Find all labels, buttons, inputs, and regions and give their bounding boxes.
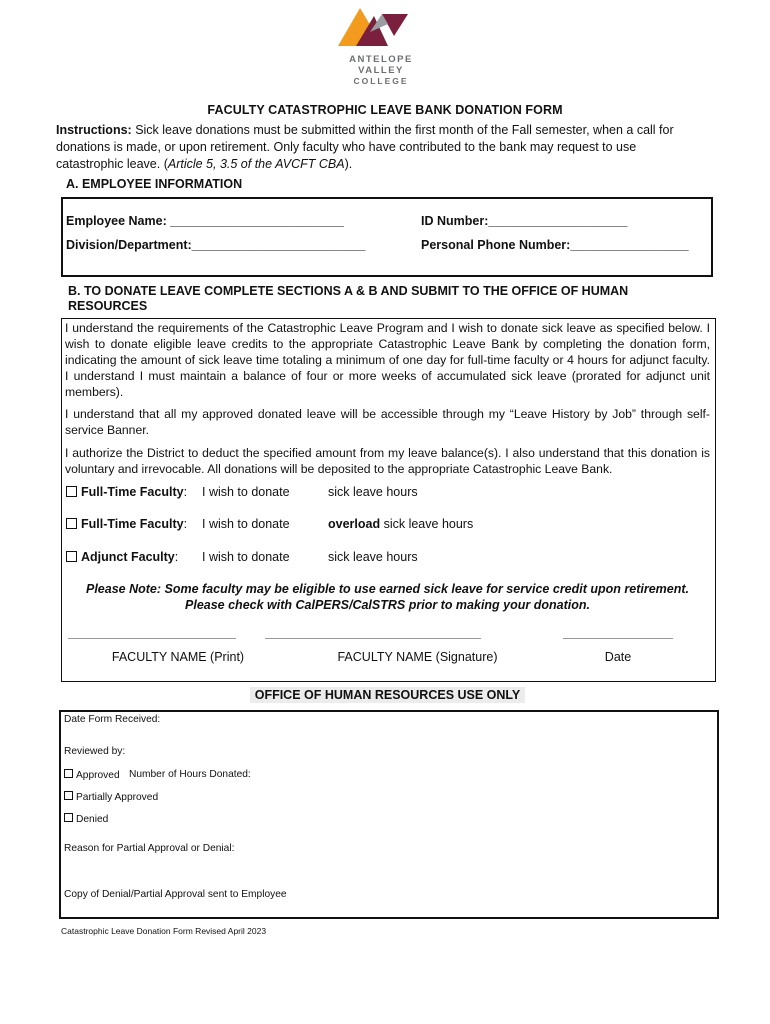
note-line-1: Please Note: Some faculty may be eligible to use earned sick leave for service credit upon retirement. <box>85 582 689 596</box>
option-hours-text: sick leave hours <box>380 517 474 531</box>
approved-option[interactable] <box>64 769 120 781</box>
employee-name-field[interactable]: Employee Name: _________________________ <box>66 214 345 228</box>
reviewed-by-field[interactable]: Reviewed by: <box>64 746 126 757</box>
option-wish: I wish to donate <box>202 550 290 564</box>
option-hours: sick leave hours <box>328 550 418 564</box>
option-label: Adjunct Faculty <box>81 550 175 564</box>
date-received-field[interactable]: Date Form Received: <box>64 714 161 725</box>
checkbox-icon[interactable] <box>66 486 77 497</box>
faculty-signature-label: FACULTY NAME (Signature) <box>337 650 498 664</box>
date-label: Date <box>604 650 632 664</box>
partially-label: Partially Approved <box>76 792 159 803</box>
option-wish: I wish to donate <box>202 485 290 499</box>
paragraph-authorization: I authorize the District to deduct the specified amount from my leave balance(s). I also understand that this donation is voluntary and irrevocable. All donations will be deposited to the appropriate Catastrophic Leave Bank. <box>65 446 710 476</box>
instructions <box>56 122 706 173</box>
instructions-label: Instructions: <box>56 123 132 137</box>
signature-line-print[interactable] <box>68 638 236 639</box>
copy-sent-field[interactable]: Copy of Denial/Partial Approval sent to Employee <box>64 889 287 900</box>
checkbox-icon[interactable] <box>66 551 77 562</box>
logo-wordmark: ANTELOPE VALLEY COLLEGE <box>349 54 413 86</box>
denied-option[interactable] <box>64 813 108 825</box>
option-colon: : <box>174 550 179 564</box>
option-hours: sick leave hours <box>328 485 418 499</box>
instructions-citation: Article 5, 3.5 of the AVCFT CBA <box>167 157 345 171</box>
faculty-name-print-label: FACULTY NAME (Print) <box>111 650 245 664</box>
logo-gray-shape <box>382 14 408 36</box>
reason-field[interactable]: Reason for Partial Approval or Denial: <box>64 843 235 854</box>
instructions-end: ). <box>344 157 353 171</box>
id-number-field[interactable]: ID Number:____________________ <box>421 214 628 228</box>
section-b-title: B. TO DONATE LEAVE COMPLETE SECTIONS A & B AND SUBMIT TO THE OFFICE OF HUMAN RESOURCES <box>68 284 629 313</box>
option-adjunct[interactable] <box>66 550 178 564</box>
paragraph-leave-history: I understand that all my approved donated leave will be accessible through my “Leave History by Job” through self-service Banner. <box>65 407 710 437</box>
form-title: FACULTY CATASTROPHIC LEAVE BANK DONATION FORM <box>207 103 563 117</box>
option-label: Full-Time Faculty <box>81 485 184 499</box>
option-hours <box>328 517 473 531</box>
option-fulltime-overload[interactable] <box>66 517 187 531</box>
instructions-text: Sick leave donations must be submitted within the first month of the Fall semester, when a call for donations is made, or upon retirement. Only faculty who have contributed to the bank may request to use catastrophic leave. ( <box>56 123 674 171</box>
hours-donated-field[interactable]: Number of Hours Donated: <box>129 769 251 780</box>
approved-label: Approved <box>76 770 120 781</box>
footer-revision: Catastrophic Leave Donation Form Revised April 2023 <box>61 926 267 936</box>
checkbox-icon[interactable] <box>64 791 73 800</box>
section-a-title: A. EMPLOYEE INFORMATION <box>66 177 243 191</box>
hr-section-title: OFFICE OF HUMAN RESOURCES USE ONLY <box>250 687 525 703</box>
checkbox-icon[interactable] <box>66 518 77 529</box>
signature-line-date[interactable] <box>563 638 673 639</box>
option-colon: : <box>183 485 188 499</box>
option-fulltime[interactable] <box>66 485 187 499</box>
paragraph-requirements: I understand the requirements of the Catastrophic Leave Program and I wish to donate sick leave as specified below. I wish to donate eligible leave credits to the appropriate Catastrophic Leave Bank by completing the donation form, indicating the amount of sick leave time totaling a minimum of one day for full-time faculty or 4 hours for adjunct faculty. I understand I must maintain a balance of four or more weeks of accumulated sick leave (prorated for adjunct unit members). <box>65 321 710 399</box>
signature-line-signature[interactable] <box>265 638 481 639</box>
denied-label: Denied <box>76 814 109 825</box>
partially-approved-option[interactable] <box>64 791 158 803</box>
note-line-2: Please check with CalPERS/CalSTRS prior to making your donation. <box>185 598 590 612</box>
checkbox-icon[interactable] <box>64 769 73 778</box>
hr-use-box <box>59 710 719 919</box>
overload-label: overload <box>328 517 381 531</box>
phone-field[interactable]: Personal Phone Number:_________________ <box>421 238 689 252</box>
option-label: Full-Time Faculty <box>81 517 184 531</box>
option-colon: : <box>183 517 188 531</box>
checkbox-icon[interactable] <box>64 813 73 822</box>
option-wish: I wish to donate <box>202 517 290 531</box>
employee-info-box <box>61 197 713 277</box>
division-field[interactable]: Division/Department:_________________________ <box>66 238 366 252</box>
